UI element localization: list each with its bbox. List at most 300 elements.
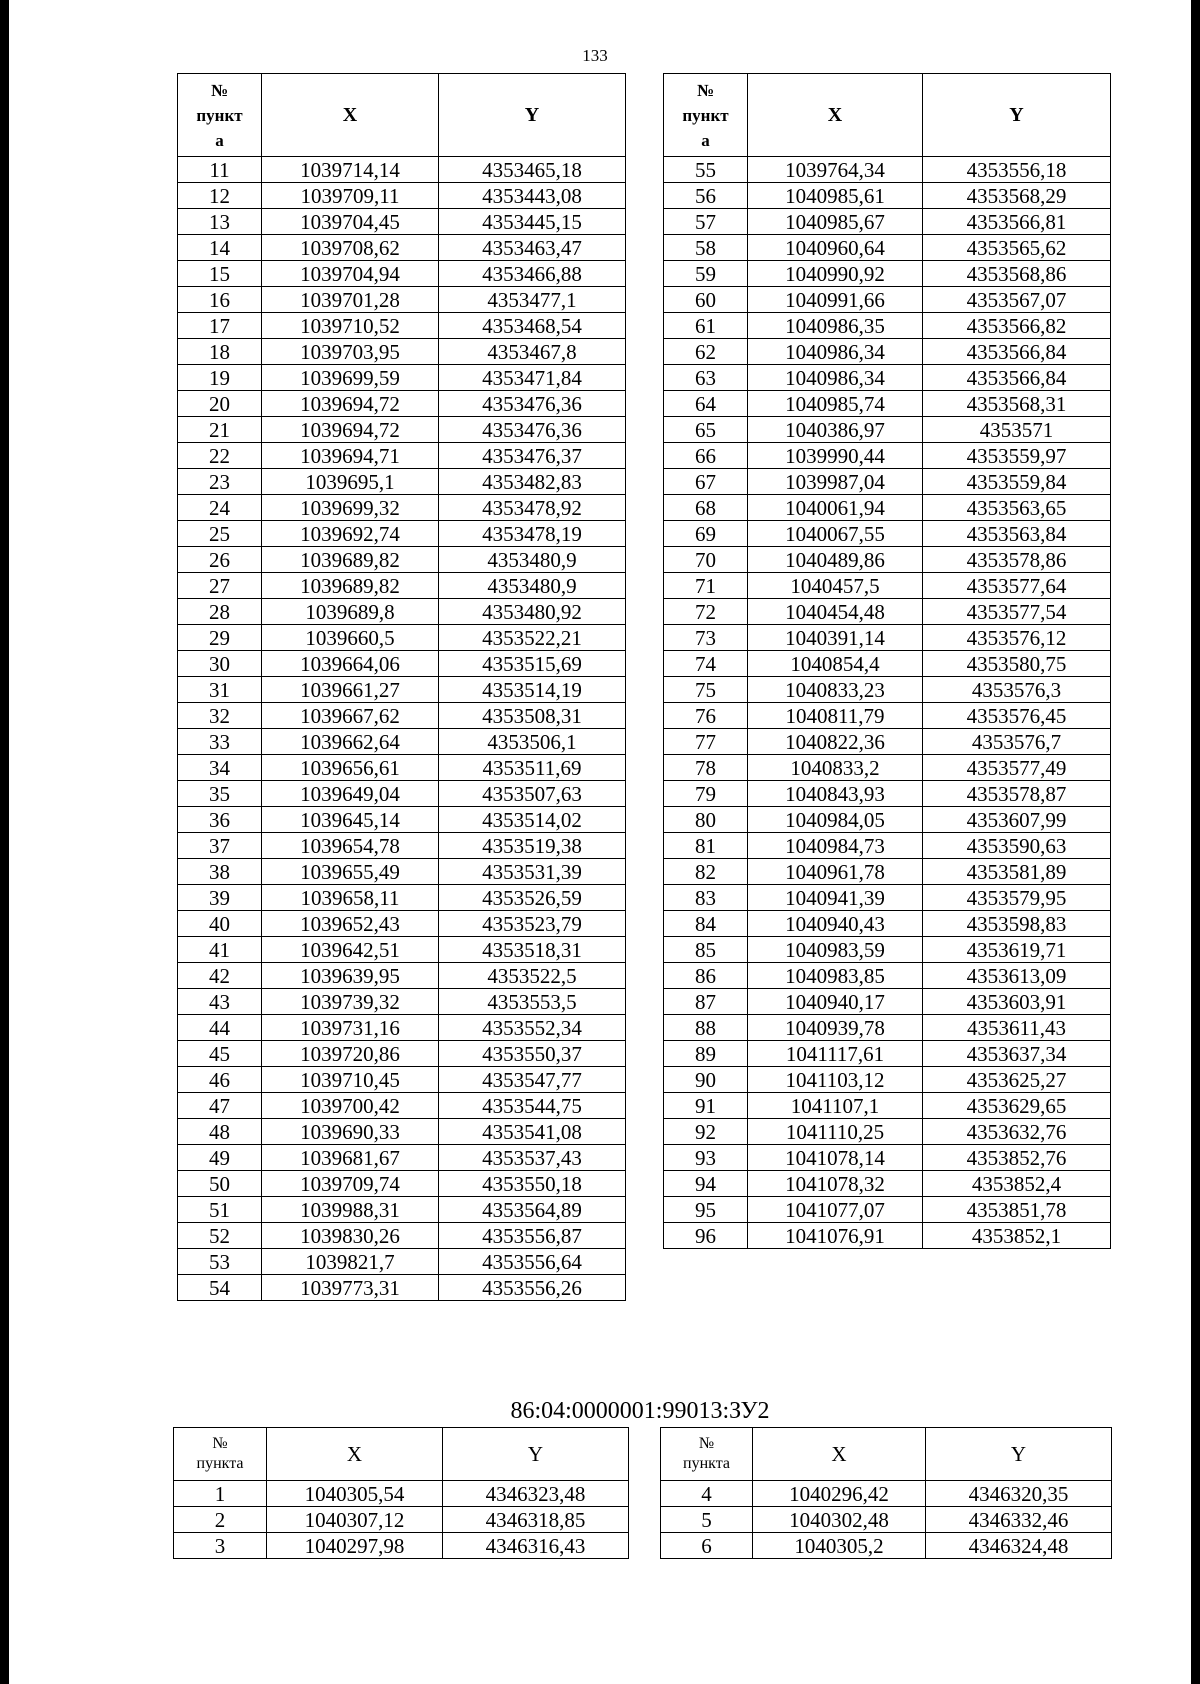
y-coordinate-cell: 4353518,31 [439,937,626,963]
table-row [664,157,1111,183]
table-row [178,1015,626,1041]
point-number-cell: 56 [664,183,748,209]
scan-right-edge [1191,0,1200,1684]
point-number-header: № пункт а [178,74,262,157]
y-coordinate-cell: 4353563,65 [923,495,1111,521]
table-row [178,677,626,703]
y-coordinate-cell: 4353478,19 [439,521,626,547]
y-coordinate-cell: 4353467,8 [439,339,626,365]
x-coordinate-cell: 1039695,1 [262,469,439,495]
point-number-cell: 79 [664,781,748,807]
table-row [178,521,626,547]
x-coordinate-cell: 1039655,49 [262,859,439,885]
table-row [664,755,1111,781]
table-row [664,235,1111,261]
header-row [174,1428,629,1481]
point-number-cell: 30 [178,651,262,677]
point-number-cell: 83 [664,885,748,911]
point-number-cell: 43 [178,989,262,1015]
table-row [178,157,626,183]
point-number-cell: 35 [178,781,262,807]
table-row [664,859,1111,885]
table-row [664,1223,1111,1249]
land-plot-coordinates-table-left [173,1427,629,1559]
x-coordinate-cell: 1040305,54 [267,1481,443,1507]
x-coordinate-cell: 1040302,48 [753,1507,926,1533]
x-coordinate-cell: 1040986,35 [748,313,923,339]
x-coordinate-cell: 1039658,11 [262,885,439,911]
table-row [664,573,1111,599]
x-coordinate-cell: 1041077,07 [748,1197,923,1223]
point-number-cell: 72 [664,599,748,625]
table-row [664,495,1111,521]
x-coordinate-cell: 1039703,95 [262,339,439,365]
table-row [178,417,626,443]
x-header: X [748,74,923,157]
table-row [661,1507,1112,1533]
point-number-cell: 85 [664,937,748,963]
point-number-cell: 66 [664,443,748,469]
x-coordinate-cell: 1039645,14 [262,807,439,833]
point-number-cell: 14 [178,235,262,261]
y-coordinate-cell: 4353578,86 [923,547,1111,573]
y-coordinate-cell: 4353577,54 [923,599,1111,625]
y-coordinate-cell: 4353632,76 [923,1119,1111,1145]
table-row [178,833,626,859]
table-row [661,1533,1112,1559]
table-row [178,1067,626,1093]
x-coordinate-cell: 1039690,33 [262,1119,439,1145]
point-number-cell: 39 [178,885,262,911]
y-coordinate-cell: 4353463,47 [439,235,626,261]
point-number-cell: 70 [664,547,748,573]
y-coordinate-cell: 4353522,5 [439,963,626,989]
x-coordinate-cell: 1040489,86 [748,547,923,573]
x-coordinate-cell: 1040983,59 [748,937,923,963]
point-number-cell: 5 [661,1507,753,1533]
y-coordinate-cell: 4353508,31 [439,703,626,729]
point-number-cell: 57 [664,209,748,235]
x-coordinate-cell: 1039689,8 [262,599,439,625]
point-number-header: № пункт а [664,74,748,157]
header-row [661,1428,1112,1481]
point-number-cell: 6 [661,1533,753,1559]
y-coordinate-cell: 4353576,3 [923,677,1111,703]
x-coordinate-cell: 1039988,31 [262,1197,439,1223]
x-coordinate-cell: 1039654,78 [262,833,439,859]
y-coordinate-cell: 4353547,77 [439,1067,626,1093]
y-coordinate-cell: 4353541,08 [439,1119,626,1145]
table-row [664,339,1111,365]
table-row [178,1275,626,1301]
point-number-cell: 53 [178,1249,262,1275]
x-coordinate-cell: 1040940,17 [748,989,923,1015]
table-row [664,417,1111,443]
y-coordinate-cell: 4353519,38 [439,833,626,859]
point-number-cell: 2 [174,1507,267,1533]
y-coordinate-cell: 4353851,78 [923,1197,1111,1223]
table-row [178,1145,626,1171]
x-coordinate-cell: 1040985,74 [748,391,923,417]
y-coordinate-cell: 4353577,64 [923,573,1111,599]
y-coordinate-cell: 4353550,18 [439,1171,626,1197]
x-coordinate-cell: 1039708,62 [262,235,439,261]
y-coordinate-cell: 4353468,54 [439,313,626,339]
point-number-cell: 47 [178,1093,262,1119]
table-row [664,183,1111,209]
point-number-cell: 33 [178,729,262,755]
x-coordinate-cell: 1039689,82 [262,573,439,599]
table-row [178,1223,626,1249]
y-coordinate-cell: 4353476,37 [439,443,626,469]
y-coordinate-cell: 4353566,81 [923,209,1111,235]
y-coordinate-cell: 4346318,85 [443,1507,629,1533]
x-coordinate-cell: 1039662,64 [262,729,439,755]
y-coordinate-cell: 4353579,95 [923,885,1111,911]
point-number-cell: 60 [664,287,748,313]
x-coordinate-cell: 1040067,55 [748,521,923,547]
point-number-cell: 19 [178,365,262,391]
point-number-cell: 11 [178,157,262,183]
point-number-cell: 69 [664,521,748,547]
table-row [178,183,626,209]
table-row [178,781,626,807]
x-coordinate-cell: 1039656,61 [262,755,439,781]
point-number-cell: 68 [664,495,748,521]
y-coordinate-cell: 4353550,37 [439,1041,626,1067]
y-coordinate-cell: 4353531,39 [439,859,626,885]
x-coordinate-cell: 1039773,31 [262,1275,439,1301]
table-row [178,443,626,469]
table-row [664,521,1111,547]
table-row [661,1481,1112,1507]
x-coordinate-cell: 1039731,16 [262,1015,439,1041]
y-coordinate-cell: 4353566,84 [923,365,1111,391]
y-coordinate-cell: 4353568,29 [923,183,1111,209]
x-coordinate-cell: 1040990,92 [748,261,923,287]
x-coordinate-cell: 1040296,42 [753,1481,926,1507]
point-number-cell: 54 [178,1275,262,1301]
y-coordinate-cell: 4353566,84 [923,339,1111,365]
point-number-cell: 81 [664,833,748,859]
y-coordinate-cell: 4353607,99 [923,807,1111,833]
y-coordinate-cell: 4353514,19 [439,677,626,703]
x-coordinate-cell: 1040811,79 [748,703,923,729]
y-coordinate-cell: 4353577,49 [923,755,1111,781]
y-coordinate-cell: 4353511,69 [439,755,626,781]
table-row [664,1093,1111,1119]
x-coordinate-cell: 1041076,91 [748,1223,923,1249]
point-number-cell: 1 [174,1481,267,1507]
table-row [174,1481,629,1507]
x-coordinate-cell: 1040457,5 [748,573,923,599]
x-coordinate-cell: 1041110,25 [748,1119,923,1145]
table-row [664,1171,1111,1197]
table-row [664,209,1111,235]
point-number-cell: 74 [664,651,748,677]
table-row [178,625,626,651]
x-coordinate-cell: 1040984,05 [748,807,923,833]
table-row [664,313,1111,339]
table-row [178,339,626,365]
y-coordinate-cell: 4353590,63 [923,833,1111,859]
point-number-cell: 75 [664,677,748,703]
y-coordinate-cell: 4353566,82 [923,313,1111,339]
point-number-cell: 20 [178,391,262,417]
point-number-cell: 21 [178,417,262,443]
x-coordinate-cell: 1040991,66 [748,287,923,313]
point-number-cell: 59 [664,261,748,287]
y-coordinate-cell: 4353480,9 [439,547,626,573]
y-header: Y [443,1428,629,1481]
point-number-cell: 48 [178,1119,262,1145]
header-row [664,74,1111,157]
table-row [664,989,1111,1015]
point-number-cell: 18 [178,339,262,365]
point-number-cell: 82 [664,859,748,885]
y-coordinate-cell: 4353466,88 [439,261,626,287]
point-number-cell: 76 [664,703,748,729]
x-coordinate-cell: 1041078,32 [748,1171,923,1197]
table-row [664,365,1111,391]
table-row [664,1145,1111,1171]
table-row [664,833,1111,859]
table-row [664,729,1111,755]
x-coordinate-cell: 1039739,32 [262,989,439,1015]
x-coordinate-cell: 1039649,04 [262,781,439,807]
point-number-cell: 92 [664,1119,748,1145]
table-row [178,1041,626,1067]
y-coordinate-cell: 4353522,21 [439,625,626,651]
y-coordinate-cell: 4353476,36 [439,391,626,417]
x-header: X [753,1428,926,1481]
x-coordinate-cell: 1040854,4 [748,651,923,677]
table-row [664,677,1111,703]
point-number-cell: 23 [178,469,262,495]
table-row [664,807,1111,833]
table-row [178,963,626,989]
x-header: X [267,1428,443,1481]
x-coordinate-cell: 1039830,26 [262,1223,439,1249]
table-row [664,703,1111,729]
point-number-cell: 62 [664,339,748,365]
y-coordinate-cell: 4353465,18 [439,157,626,183]
table-row [178,1197,626,1223]
point-number-cell: 78 [664,755,748,781]
point-number-cell: 29 [178,625,262,651]
y-coordinate-cell: 4353556,87 [439,1223,626,1249]
x-coordinate-cell: 1040985,67 [748,209,923,235]
x-coordinate-cell: 1039710,52 [262,313,439,339]
point-number-cell: 12 [178,183,262,209]
table-row [664,963,1111,989]
y-coordinate-cell: 4353580,75 [923,651,1111,677]
x-coordinate-cell: 1039764,34 [748,157,923,183]
point-number-cell: 71 [664,573,748,599]
y-header: Y [923,74,1111,157]
point-number-cell: 16 [178,287,262,313]
y-coordinate-cell: 4346320,35 [926,1481,1112,1507]
x-coordinate-cell: 1040985,61 [748,183,923,209]
x-coordinate-cell: 1040305,2 [753,1533,926,1559]
y-coordinate-cell: 4353611,43 [923,1015,1111,1041]
point-number-cell: 84 [664,911,748,937]
point-number-cell: 40 [178,911,262,937]
x-coordinate-cell: 1039709,74 [262,1171,439,1197]
table-row [664,599,1111,625]
table-row [178,911,626,937]
x-coordinate-cell: 1039699,32 [262,495,439,521]
point-number-cell: 24 [178,495,262,521]
y-coordinate-cell: 4353515,69 [439,651,626,677]
point-number-cell: 58 [664,235,748,261]
y-coordinate-cell: 4353581,89 [923,859,1111,885]
table-row [664,885,1111,911]
table-row [664,547,1111,573]
table-row [178,885,626,911]
point-number-cell: 27 [178,573,262,599]
point-number-cell: 80 [664,807,748,833]
point-number-cell: 26 [178,547,262,573]
x-coordinate-cell: 1040391,14 [748,625,923,651]
y-header: Y [926,1428,1112,1481]
x-coordinate-cell: 1040454,48 [748,599,923,625]
scan-left-edge [0,0,9,1684]
x-coordinate-cell: 1039704,45 [262,209,439,235]
x-coordinate-cell: 1040822,36 [748,729,923,755]
y-coordinate-cell: 4353571 [923,417,1111,443]
header-row [178,74,626,157]
table-row [178,729,626,755]
table-row [664,937,1111,963]
point-number-cell: 41 [178,937,262,963]
point-number-cell: 49 [178,1145,262,1171]
x-coordinate-cell: 1039821,7 [262,1249,439,1275]
point-number-cell: 37 [178,833,262,859]
y-coordinate-cell: 4353563,84 [923,521,1111,547]
y-coordinate-cell: 4353445,15 [439,209,626,235]
table-row [664,1015,1111,1041]
y-coordinate-cell: 4353852,76 [923,1145,1111,1171]
table-row [174,1533,629,1559]
y-coordinate-cell: 4346316,43 [443,1533,629,1559]
y-coordinate-cell: 4353576,7 [923,729,1111,755]
y-coordinate-cell: 4353629,65 [923,1093,1111,1119]
table-row [664,261,1111,287]
table-row [178,937,626,963]
point-number-cell: 93 [664,1145,748,1171]
x-coordinate-cell: 1040297,98 [267,1533,443,1559]
point-number-cell: 31 [178,677,262,703]
x-coordinate-cell: 1040307,12 [267,1507,443,1533]
x-coordinate-cell: 1040986,34 [748,339,923,365]
x-coordinate-cell: 1041107,1 [748,1093,923,1119]
y-coordinate-cell: 4353537,43 [439,1145,626,1171]
y-coordinate-cell: 4353598,83 [923,911,1111,937]
x-coordinate-cell: 1040961,78 [748,859,923,885]
point-number-cell: 90 [664,1067,748,1093]
table-row [178,469,626,495]
point-number-cell: 89 [664,1041,748,1067]
point-number-cell: 87 [664,989,748,1015]
point-number-cell: 86 [664,963,748,989]
table-row [178,859,626,885]
point-number-cell: 91 [664,1093,748,1119]
x-coordinate-cell: 1039987,04 [748,469,923,495]
land-plot-coordinates-table-right [660,1427,1112,1559]
point-number-cell: 22 [178,443,262,469]
table-row [178,599,626,625]
point-number-cell: 88 [664,1015,748,1041]
x-coordinate-cell: 1040940,43 [748,911,923,937]
x-coordinate-cell: 1039692,74 [262,521,439,547]
point-number-cell: 51 [178,1197,262,1223]
table-row [664,1067,1111,1093]
y-coordinate-cell: 4353552,34 [439,1015,626,1041]
point-number-cell: 55 [664,157,748,183]
point-number-cell: 64 [664,391,748,417]
x-coordinate-cell: 1039701,28 [262,287,439,313]
coordinates-table-right [663,73,1111,1249]
y-coordinate-cell: 4353852,4 [923,1171,1111,1197]
y-header: Y [439,74,626,157]
point-number-cell: 65 [664,417,748,443]
x-coordinate-cell: 1039667,62 [262,703,439,729]
y-coordinate-cell: 4353568,86 [923,261,1111,287]
y-coordinate-cell: 4353576,45 [923,703,1111,729]
y-coordinate-cell: 4353526,59 [439,885,626,911]
y-coordinate-cell: 4353507,63 [439,781,626,807]
table-row [178,391,626,417]
table-row [664,443,1111,469]
point-number-cell: 96 [664,1223,748,1249]
x-coordinate-cell: 1039681,67 [262,1145,439,1171]
table-row [178,1171,626,1197]
x-coordinate-cell: 1040983,85 [748,963,923,989]
x-coordinate-cell: 1039700,42 [262,1093,439,1119]
y-coordinate-cell: 4353619,71 [923,937,1111,963]
table-row [178,807,626,833]
x-coordinate-cell: 1039714,14 [262,157,439,183]
table-row [664,1119,1111,1145]
x-coordinate-cell: 1040843,93 [748,781,923,807]
coordinates-table-left [177,73,626,1301]
y-coordinate-cell: 4353613,09 [923,963,1111,989]
table-row [178,547,626,573]
x-coordinate-cell: 1040960,64 [748,235,923,261]
point-number-cell: 94 [664,1171,748,1197]
x-coordinate-cell: 1040984,73 [748,833,923,859]
x-coordinate-cell: 1041078,14 [748,1145,923,1171]
table-row [664,781,1111,807]
x-coordinate-cell: 1041117,61 [748,1041,923,1067]
y-coordinate-cell: 4353559,97 [923,443,1111,469]
y-coordinate-cell: 4353556,26 [439,1275,626,1301]
y-coordinate-cell: 4353578,87 [923,781,1111,807]
point-number-cell: 73 [664,625,748,651]
x-coordinate-cell: 1039710,45 [262,1067,439,1093]
y-coordinate-cell: 4353564,89 [439,1197,626,1223]
y-coordinate-cell: 4346332,46 [926,1507,1112,1533]
point-number-cell: 63 [664,365,748,391]
x-coordinate-cell: 1039704,94 [262,261,439,287]
table-row [664,1197,1111,1223]
x-coordinate-cell: 1039694,72 [262,391,439,417]
table-row [178,495,626,521]
point-number-cell: 15 [178,261,262,287]
x-coordinate-cell: 1039664,06 [262,651,439,677]
x-coordinate-cell: 1039694,71 [262,443,439,469]
